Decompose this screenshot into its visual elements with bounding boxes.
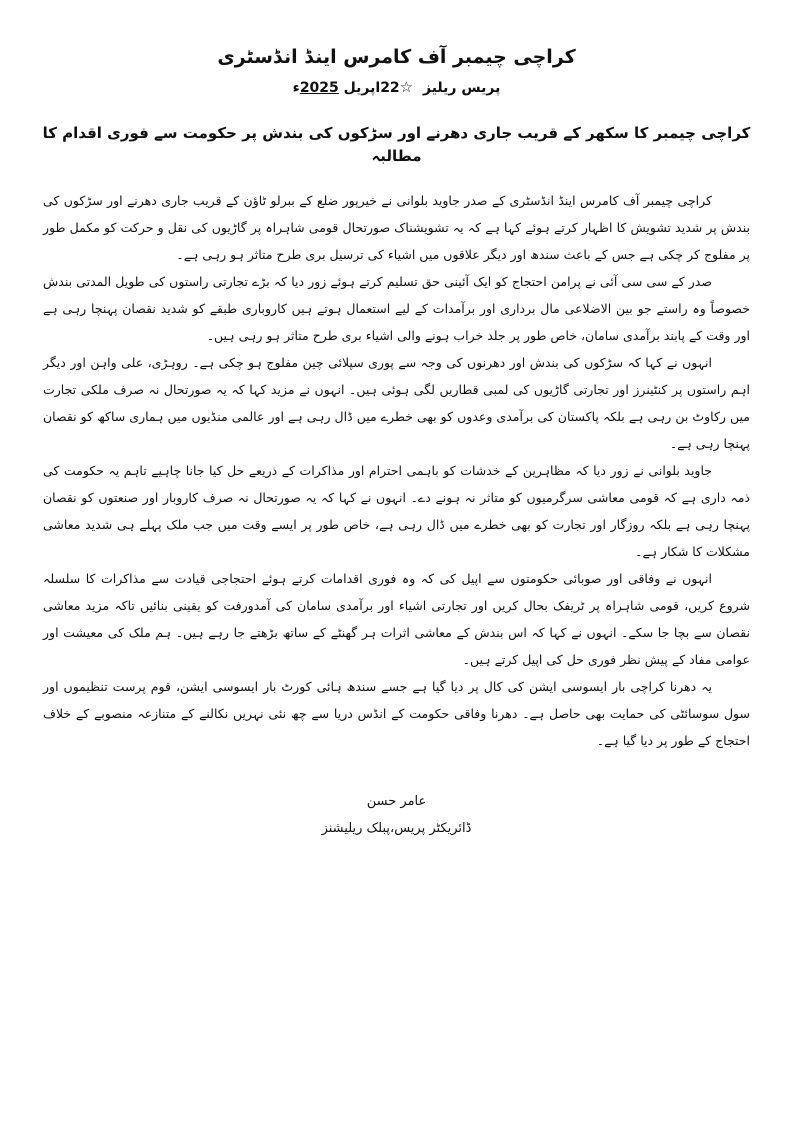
body-paragraph: انہوں نے کہا کہ سڑکوں کی بندش اور دھرنوں کی وجہ سے پوری سپلائی چین مفلوج ہو چکی ہے۔ روہڑی، علی واہن اور دیگر اہم راستوں پر کنٹینرز اور تجارتی گاڑیوں کی لمبی قطاریں لگی ہوئی ہیں۔ انہوں نے مزید کہا کہ یہ صورتحال نہ صرف ملکی تجارت میں رکاوٹ بن رہی ہے بلکہ پاکستان کی برآمدی وعدوں کو بھی خطرے میں ڈال رہی ہے اور عالمی منڈیوں میں ہماری ساکھ کو نقصان پہنچا رہی ہے۔	[43, 355, 750, 451]
signature-block	[0, 788, 793, 842]
article-body	[43, 187, 750, 754]
page-title: کراچی چیمبر آف کامرس اینڈ انڈسٹری	[217, 46, 576, 68]
body-paragraph: انہوں نے وفاقی اور صوبائی حکومتوں سے اپیل کی کہ وہ فوری اقدامات کرتے ہوئے احتجاجی قیادت سے مذاکرات کا سلسلہ شروع کریں، قومی شاہراہ پر ٹریفک بحال کریں اور تجارتی اشیاء اور برآمدی سامان کی آمدورفت کو یقینی بنائیں تاکہ مزید معاشی نقصان سے بچا جا سکے۔ انہوں نے کہا کہ اس بندش کے معاشی اثرات ہر گھنٹے کے ساتھ بڑھتے جا رہے ہیں۔ ہم ملک کی معیشت اور عوامی مفاد کے پیش نظر فوری حل کی اپیل کرتے ہیں۔	[43, 571, 750, 667]
dateline-year: 2025	[299, 80, 339, 96]
dateline-date: 22اپریل	[343, 80, 400, 96]
dateline-label: پریس ریلیز	[423, 80, 501, 96]
signatory-designation: ڈائریکٹر پریس،پبلک ریلیشنز	[321, 821, 472, 836]
body-paragraph: یہ دھرنا کراچی بار ایسوسی ایشن کی کال پر دیا گیا ہے جسے سندھ ہائی کورٹ بار ایسوسی ایشن، قوم پرست تنظیموں اور سول سوسائٹی کی حمایت بھی حاصل ہے۔ دھرنا وفاقی حکومت کے انڈس دریا سے چھ نئی نہریں نکالنے کے متنازعہ منصوبے کے خلاف احتجاج کے طور پر دیا گیا ہے۔	[43, 679, 750, 748]
star-icon: ☆	[399, 78, 414, 96]
body-paragraph: جاوید بلوانی نے زور دیا کہ مظاہرین کے خدشات کو باہمی احترام اور مذاکرات کے ذریعے حل کیا جانا چاہیے تاہم یہ حکومت کی ذمہ داری ہے کہ قومی معاشی سرگرمیوں کو متاثر نہ ہونے دے۔ انہوں نے کہا کہ یہ صورتحال نہ صرف کاروبار اور صنعتوں کو نقصان پہنچا رہی ہے بلکہ روزگار اور تجارت کو بھی خطرے میں ڈال رہی ہے، خاص طور پر ایسے وقت میں جب ملک پہلے ہی شدید معاشی مشکلات کا شکار ہے۔	[43, 463, 750, 559]
body-paragraph: صدر کے سی سی آئی نے پرامن احتجاج کو ایک آئینی حق تسلیم کرتے ہوئے زور دیا کہ بڑے تجارتی راستوں کی طویل المدتی بندش خصوصاً وہ راستے جو بین الاضلاعی مال برداری اور برآمدات کے لیے استعمال ہوتے ہیں کاروباری طبقے کو شدید نقصان پہنچا رہی ہے اور وقت کے پابند برآمدی سامان، خاص طور پر جلد خراب ہونے والی اشیاء بری طرح متاثر ہو رہی ہیں۔	[43, 274, 750, 343]
body-paragraph: کراچی چیمبر آف کامرس اینڈ انڈسٹری کے صدر جاوید بلوانی نے خیرپور ضلع کے ببرلو ٹاؤن کے قریب جاری دھرنے اور سڑکوں کی بندش پر شدید تشویش کا اظہار کرتے ہوئے کہا ہے کہ یہ تشویشناک صورتحال قومی شاہراہ پر گاڑیوں کی نقل و حرکت کو مکمل طور پر مفلوج کر چکی ہے جس کے باعث سندھ اور دیگر علاقوں میں اشیاء کی ترسیل بری طرح متاثر ہو رہی ہے۔	[43, 193, 750, 262]
dateline	[40, 78, 753, 96]
headline: کراچی چیمبر کا سکھر کے قریب جاری دھرنے اور سڑکوں کی بندش پر حکومت سے فوری اقدام کا مطالبہ	[42, 124, 751, 165]
dateline-era: ء	[292, 80, 300, 96]
signatory-name: عامر حسن	[366, 794, 427, 809]
